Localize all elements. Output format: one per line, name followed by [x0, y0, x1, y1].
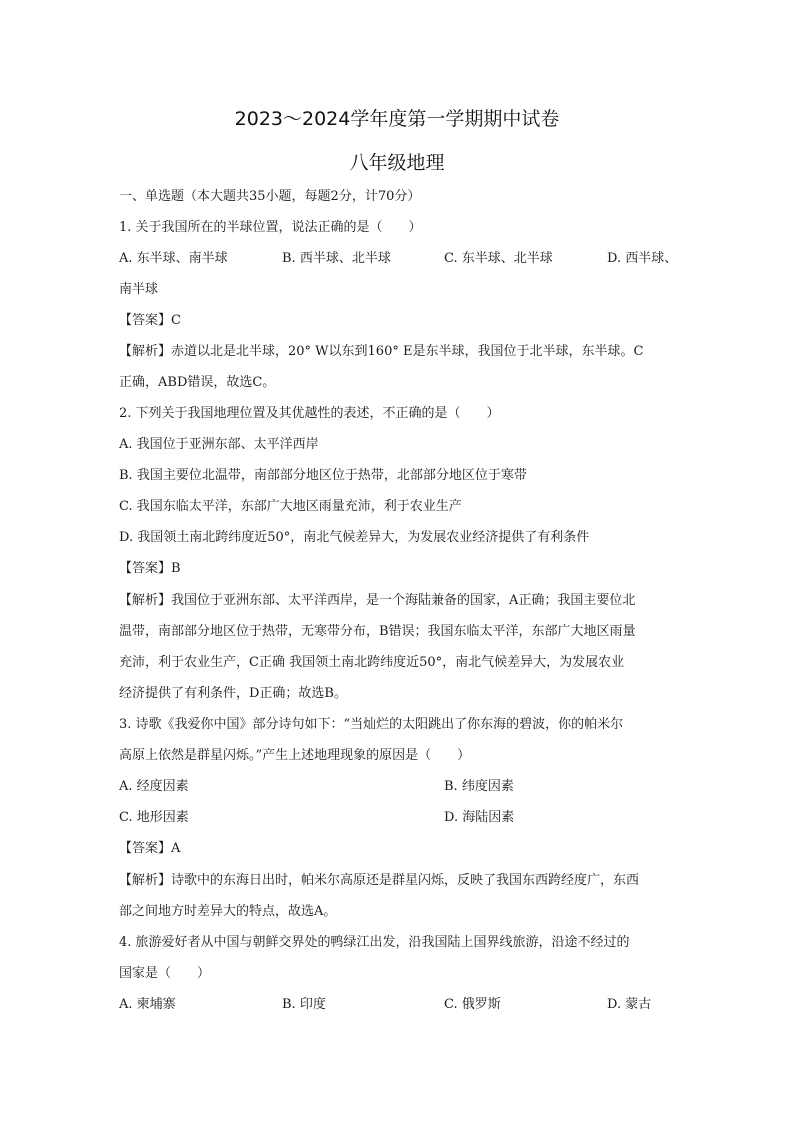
question-4-option-c: C. 俄罗斯: [444, 997, 501, 1012]
question-4-stem: 国家是（ ）: [119, 966, 211, 981]
question-2-analysis-line: 经济提供了有利条件，D正确；故选B。: [119, 686, 347, 701]
question-1-answer: 【答案】C: [119, 313, 181, 328]
question-2-analysis-line: 充沛，利于农业生产，C正确 我国领土南北跨纬度近50°，南北气候差异大，为发展农业: [119, 655, 625, 670]
question-4-option-b: B. 印度: [282, 997, 326, 1012]
question-2-analysis-line: 温带，南部部分地区位于热带，无寒带分布，B错误；我国东临太平洋，东部广大地区雨量: [119, 624, 636, 639]
question-4-stem: 4. 旅游爱好者从中国与朝鲜交界处的鸭绿江出发，沿我国陆上国界线旅游，沿途不经过的: [119, 935, 630, 950]
question-3-analysis-line: 【解析】诗歌中的东海日出时，帕米尔高原还是群星闪烁，反映了我国东西跨经度广，东西: [119, 873, 640, 888]
question-2-option-a: A. 我国位于亚洲东部、太平洋西岸: [119, 437, 319, 452]
question-1-option-d: D. 西半球、: [607, 251, 678, 266]
question-3-analysis-line: 部之间地方时差异大的特点，故选A。: [119, 904, 337, 919]
exam-subtitle: 八年级地理: [349, 152, 445, 174]
question-3-option-b: B. 纬度因素: [444, 779, 514, 794]
question-3-option-c: C. 地形因素: [119, 810, 189, 825]
question-1-stem: 1. 关于我国所在的半球位置，说法正确的是（ ）: [119, 220, 422, 235]
question-1-option-c: C. 东半球、北半球: [444, 251, 553, 266]
question-2-option-c: C. 我国东临太平洋，东部广大地区雨量充沛，利于农业生产: [119, 499, 462, 514]
question-1-option-b: B. 西半球、北半球: [282, 251, 391, 266]
question-3-option-d: D. 海陆因素: [444, 810, 515, 825]
question-3-answer: 【答案】A: [119, 841, 181, 856]
exam-title: 2023～2024学年度第一学期期中试卷: [234, 108, 560, 130]
question-1-analysis-line: 正确，ABD错误，故选C。: [119, 375, 276, 390]
question-4-option-d: D. 蒙古: [607, 997, 652, 1012]
question-1-analysis-line: 【解析】赤道以北是北半球，20° W以东到160° E是东半球，我国位于北半球，东半球。C: [119, 344, 644, 359]
question-4-option-a: A. 柬埔寨: [119, 997, 176, 1012]
question-1-option-a: A. 东半球、南半球: [119, 251, 228, 266]
question-2-analysis-line: 【解析】我国位于亚洲东部、太平洋西岸，是一个海陆兼备的国家，A正确；我国主要位北: [119, 593, 636, 608]
question-3-option-a: A. 经度因素: [119, 779, 189, 794]
question-2-option-b: B. 我国主要位北温带，南部部分地区位于热带，北部部分地区位于寒带: [119, 468, 527, 483]
question-3-stem: 3. 诗歌《我爱你中国》部分诗句如下：“当灿烂的太阳跳出了你东海的碧波，你的帕米尔: [119, 717, 624, 732]
question-3-stem: 高原上依然是群星闪烁。”产生上述地理现象的原因是（ ）: [119, 748, 471, 763]
question-2-answer: 【答案】B: [119, 561, 181, 576]
section-heading: 一、单选题（本大题共35小题，每题2分，计70分）: [119, 189, 421, 204]
question-2-option-d: D. 我国领土南北跨纬度近50°，南北气候差异大，为发展农业经济提供了有利条件: [119, 530, 590, 545]
question-2-stem: 2. 下列关于我国地理位置及其优越性的表述，不正确的是（ ）: [119, 406, 500, 421]
question-1-option-d-wrap: 南半球: [119, 282, 159, 297]
